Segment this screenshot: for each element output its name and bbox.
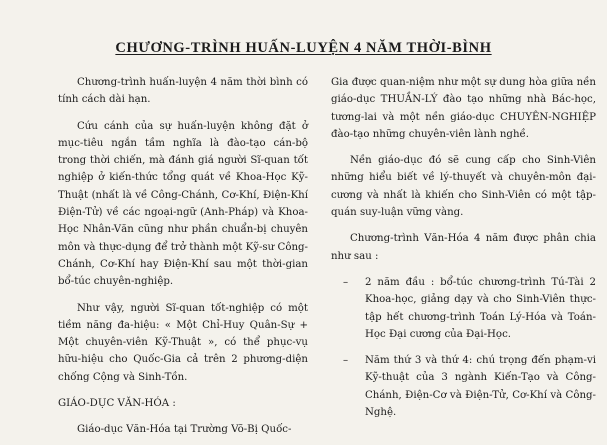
section-heading: GIÁO-DỤC VĂN-HÓA : <box>58 398 176 410</box>
left-column <box>58 74 308 439</box>
list-item-text: 2 năm đầu : bổ-túc chương-trình Tú-Tài 2 Khoa-học, giảng dạy và cho Sinh-Viên thực-tập hết chương-trình Toán Lý-Hóa và Toán-Học Đại cương của Đại-Học. <box>365 276 596 340</box>
right-column <box>331 74 596 421</box>
program-paragraph: Chương-trình Văn-Hóa 4 năm được phân chia như sau : <box>331 233 596 262</box>
education-paragraph: Nền giáo-dục đó sẽ cung cấp cho Sinh-Viên những hiểu biết về lý-thuyết và chuyên-môn đại-cương và nhất là khiến cho Sinh-Viên có một tập-quán suy-luận vững vàng. <box>331 155 596 219</box>
purpose-paragraph: Cứu cánh của sự huấn-luyện không đặt ở mục-tiêu ngắn tầm nghĩa là đào-tạo cán-bộ trong thời chiến, mà đánh giá người Sĩ-quan tốt nghiệp ở kiến-thức tổng quát về Khoa-Học Kỹ-Thuật (nhất là về Công-Chánh, Cơ-Khí, Điện-Khí Điện-Tử) về các ngoại-ngữ (Anh-Pháp) và Khoa-Học Nhân-Văn cũng như phần chuẩn-bị chuyên môn và thực-dụng để trở thành một Kỹ-sư Công-Chánh, Cơ-Khí hay Điện-Khí sau một thời-gian bổ-túc chuyên-nghiệp. <box>58 120 308 288</box>
list-marker: – <box>343 355 349 367</box>
potential-paragraph: Như vậy, người Sĩ-quan tốt-nghiệp có một tiềm năng đa-hiệu: « Một Chỉ-Huy Quân-Sự + Một chuyên-viên Kỹ-Thuật », có thể phục-vụ hữu-hiệu cho Quốc-Gia cả trên 2 phương-diện chống Cộng và Sinh-Tồn. <box>58 302 308 383</box>
trailing-paragraph: Giáo-dục Văn-Hóa tại Trường Võ-Bị Quốc- <box>77 424 292 436</box>
list-item <box>331 352 596 421</box>
list-item-text: Năm thứ 3 và thứ 4: chú trọng đến phạm-vi Kỹ-thuật của 3 ngành Kiến-Tạo và Công-Chánh, Điện-Cơ và Điện-Tử, Cơ-Khí và Công-Nghệ. <box>365 355 596 419</box>
intro-paragraph: Chương-trình huấn-luyện 4 năm thời bình có tính cách dài hạn. <box>58 77 308 106</box>
page-title <box>0 40 607 57</box>
list-item <box>331 274 596 343</box>
continuation-paragraph: Gia được quan-niệm như một sự dung hòa giữa nền giáo-dục THUẦN-LÝ đào tạo những nhà Bác-học, tương-lai và một nền giáo-dục CHUYÊN-NGHIỆP đào-tạo những chuyên-viên lành nghề. <box>331 77 596 140</box>
list-marker: – <box>343 276 349 288</box>
title-text: CHƯƠNG-TRÌNH HUẤN-LUYỆN 4 NĂM THỜI-BÌNH <box>115 40 492 56</box>
